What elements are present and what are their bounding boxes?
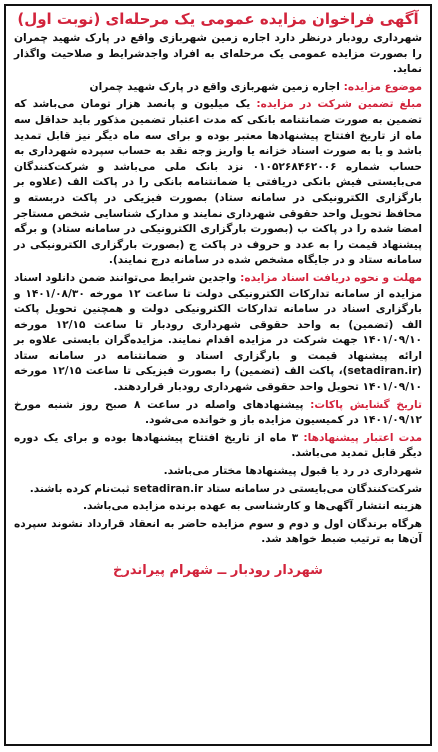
opening-text: پیشنهادهای واصله در ساعت ۸ صبح روز شنبه مورخ ۱۴۰۱/۰۹/۱۲ در کمیسیون مزایده باز و خوانده می‌شود.: [14, 398, 422, 427]
deadline-text: واجدین شرایط می‌توانند ضمن دانلود اسناد مزایده از سامانه تدارکات الکترونیکی دولت تا ساعت ۱۲ مورخه ۱۴۰۱/۰۸/۳۰ و بارگزاری اسناد در سامانه تدارکات الکترونیکی دولت و همچنین تحویل پاکت الف (تضمین) به واحد حقوقی شهرداری رودبار تا ساعت ۱۲/۱۵ مورخه ۱۴۰۱/۰۹/۱۰ جهت شرکت در مزایده اقدام نمایند. مزایده‌گران بایستی علاوه بر ارائه پیشنهاد قیمت و بارگزاری اسناد و ضمانتنامه در سامانه ستاد (setadiran.ir)، پاکت الف (تضمین) را بصورت فیزیکی تا ساعت ۱۲/۱۵ مورخه ۱۴۰۱/۰۹/۱۰ تحویل واحد حقوقی شهرداری رودبار قراردهند.: [14, 271, 423, 394]
guarantee-text: یک میلیون و پانصد هزار تومان می‌باشد که تضمین به صورت ضمانتنامه بانکی که مدت اعتبار تضمین مذکور باید حداقل سه ماه از تاریخ افتتاح پیشنهادها معتبر بوده و برای سه ماه دیگر نیز قابل تمدید باشد و یا به صورت اسناد خزانه یا واریز وجه نقد به حساب سپرده شهرداری به حساب شماره ۰۱۰۵۲۶۸۴۶۲۰۰۶ نزد بانک ملی می‌باشد و شرکت‌کنندگان می‌بایستی فیش بانکی دریافتی یا ضمانتنامه بانکی را در پاکت الف (علاوه بر بارگزاری الکترونیکی در سامانه ستاد) بصورت فیزیکی در پاکت دربسته و محافظ تحویل واحد حقوقی شهرداری نمایند و مدارک شناسایی شخص مستاجر امضا شده را در پاکت ب (بصورت بارگزاری الکترونیکی در سامانه ستاد) و برگه پیشنهاد قیمت را به عدد و حروف در پاکت ج (بصورت بارگزاری الکترونیکی در سامانه ستاد و در جایگاه مشخص شده در سامانه درج نمایند).: [14, 98, 422, 267]
deadline-label: مهلت و نحوه دریافت اسناد مزایده:: [240, 271, 422, 284]
note-reject-accept: شهرداری در رد یا قبول پیشنهادها مختار می‌باشد.: [163, 465, 422, 478]
note-registration: شرکت‌کنندگان می‌بایستی در سامانه ستاد setadiran.ir ثبت‌نام کرده باشند.: [29, 482, 422, 495]
subject-paragraph: [14, 80, 422, 96]
validity-label: مدت اعتبار پیشنهادها:: [303, 431, 422, 444]
mayor-signature: شهردار رودبار ــ شهرام پیراندرخ: [113, 563, 323, 578]
note-forfeit: هرگاه برندگان اول و دوم و سوم مزایده حاضر به انعقاد قرارداد نشوند سپرده آن‌ها به ترتیب ضبط خواهد شد.: [14, 517, 422, 546]
deadline-paragraph: [14, 271, 422, 396]
notice-title: آگهی فراخوان مزایده عمومی یک مرحله‌ای (نوبت اول): [17, 10, 419, 28]
validity-text: ۳ ماه از تاریخ افتتاح پیشنهادها بوده و برای یک دوره دیگر قابل تمدید می‌باشد.: [14, 431, 422, 460]
subject-text: اجاره زمین شهربازی واقع در پارک شهید چمران: [89, 80, 344, 93]
subject-label: موضوع مزایده:: [343, 80, 422, 93]
guarantee-paragraph: [14, 97, 422, 269]
notice-frame: [4, 4, 432, 746]
opening-paragraph: [14, 398, 422, 429]
guarantee-label: مبلغ تضمین شرکت در مزایده:: [256, 98, 422, 111]
validity-paragraph: [14, 431, 422, 462]
opening-label: تاریخ گشایش پاکات:: [310, 398, 422, 411]
notice-content: [6, 6, 430, 580]
note-costs: هزینه انتشار آگهی‌ها و کارشناسی به عهده برنده مزایده می‌باشد.: [83, 500, 422, 513]
intro-paragraph: شهرداری رودبار درنظر دارد اجاره زمین شهربازی واقع در پارک شهید چمران را بصورت مزایده عمومی یک مرحله‌ای به افراد واجدشرایط و صلاحیت واگذار نماید.: [14, 32, 422, 76]
